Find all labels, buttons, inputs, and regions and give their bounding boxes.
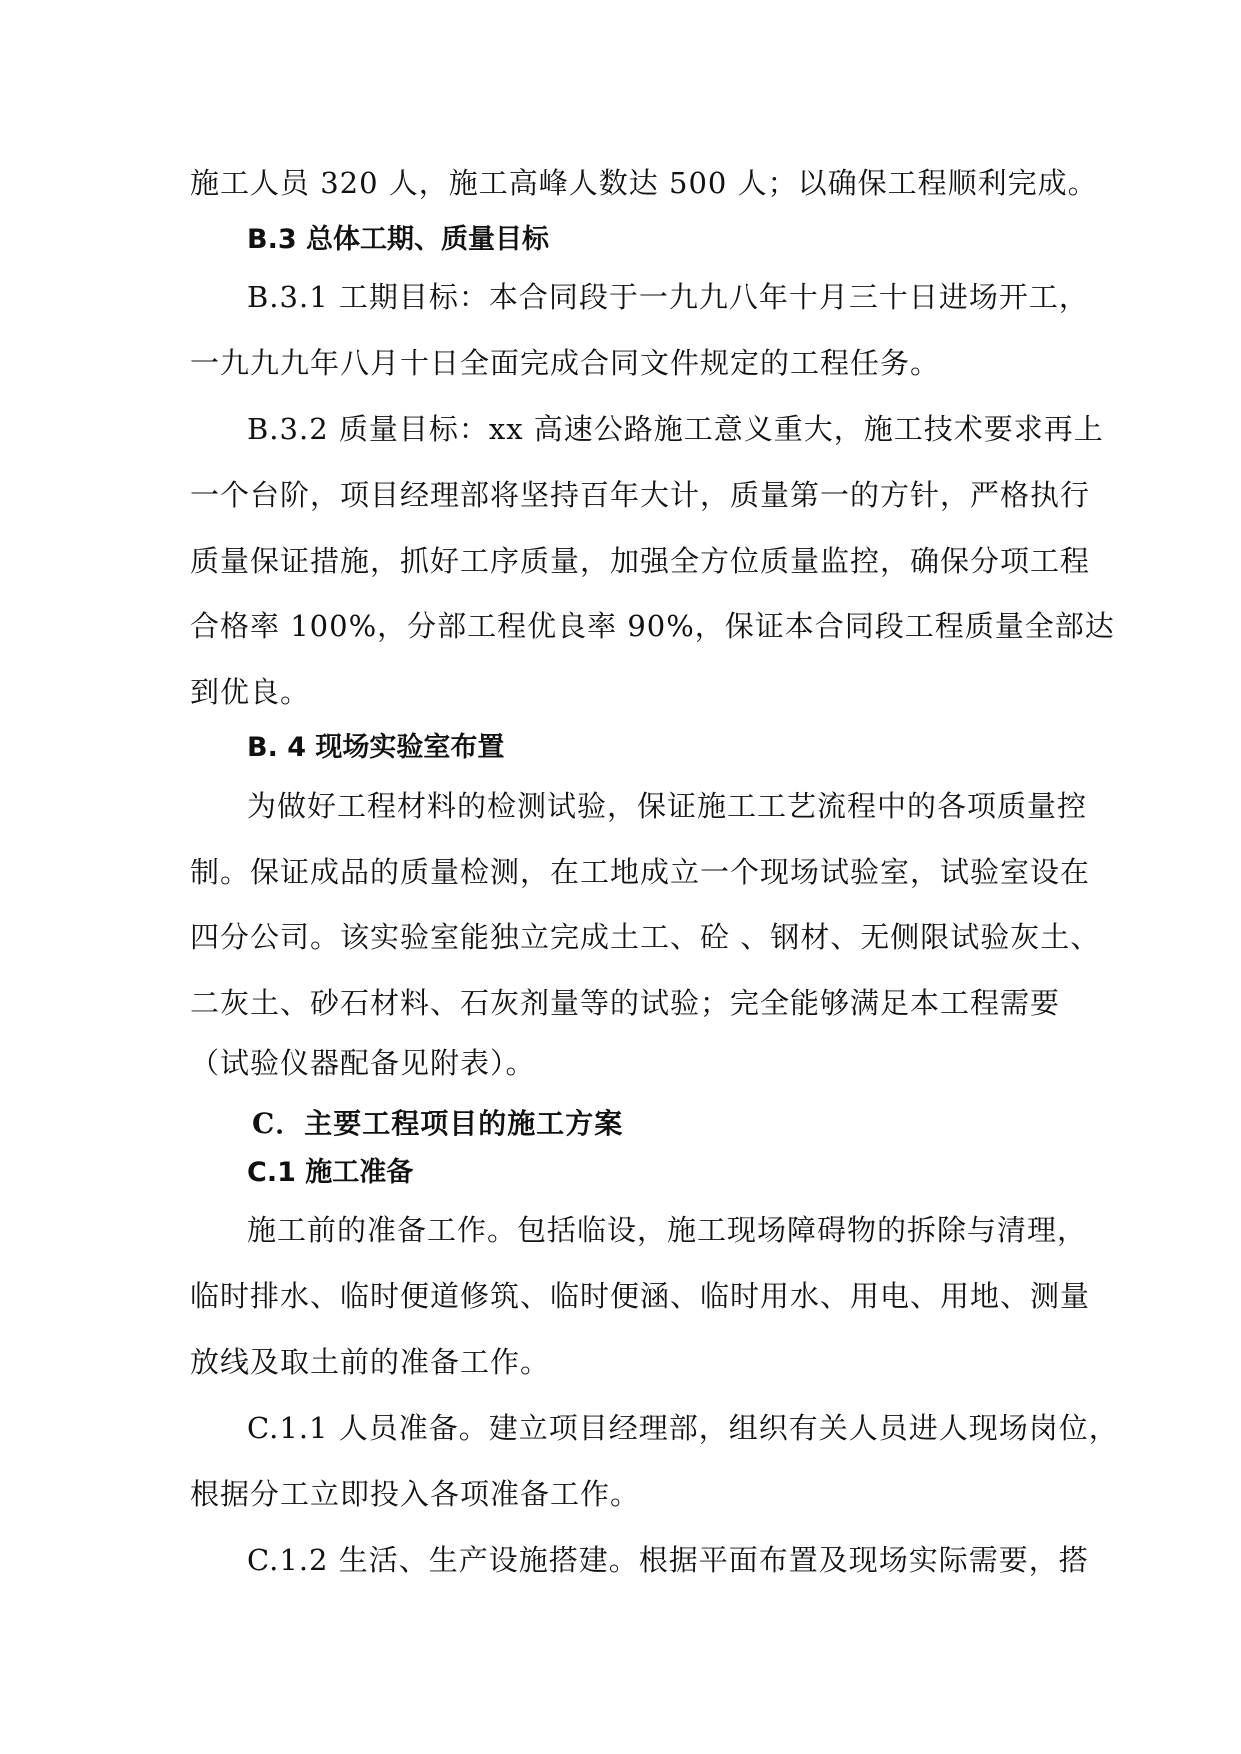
body-text-line: B.3.2 质量目标：xx 高速公路施工意义重大，施工技术要求再上	[247, 412, 1104, 446]
body-text-line: 二灰土、砂石材料、石灰剂量等的试验；完全能够满足本工程需要	[190, 986, 1061, 1020]
body-text-line: 为做好工程材料的检测试验，保证施工工艺流程中的各项质量控	[247, 789, 1088, 823]
body-text-line: 合格率 100%，分部工程优良率 90%，保证本合同段工程质量全部达	[190, 609, 1115, 643]
body-text-line: 到优良。	[190, 675, 311, 709]
body-text-line: C.1.1 人员准备。建立项目经理部，组织有关人员进人现场岗位，	[247, 1411, 1119, 1445]
body-text-line: 一个台阶，项目经理部将坚持百年大计，质量第一的方针，严格执行	[190, 478, 1091, 512]
section-heading-c: C．主要工程项目的施工方案	[252, 1107, 624, 1140]
body-text-line: B.3.1 工期目标：本合同段于一九九八年十月三十日进场开工，	[247, 280, 1089, 314]
section-heading-b3: B.3 总体工期、质量目标	[247, 224, 550, 255]
body-text-line: 临时排水、临时便道修筑、临时便涵、临时用水、用电、用地、测量	[190, 1279, 1091, 1313]
body-text-line: （试验仪器配备见附表）。	[190, 1046, 536, 1080]
section-heading-b4: B. 4 现场实验室布置	[247, 732, 505, 763]
body-text-line: 四分公司。该实验室能独立完成土工、砼 、钢材、无侧限试验灰土、	[190, 920, 1101, 954]
body-text-line: 质量保证措施，抓好工序质量，加强全方位质量监控，确保分项工程	[190, 544, 1091, 578]
body-text-line: 施工人员 320 人，施工高峰人数达 500 人；以确保工程顺利完成。	[190, 166, 1098, 200]
body-text-line: 施工前的准备工作。包括临设，施工现场障碍物的拆除与清理，	[247, 1213, 1088, 1247]
body-text-line: 一九九九年八月十日全面完成合同文件规定的工程任务。	[190, 346, 941, 380]
body-text-line: 制。保证成品的质量检测，在工地成立一个现场试验室，试验室设在	[190, 855, 1091, 889]
body-text-line: 放线及取土前的准备工作。	[190, 1345, 551, 1379]
body-text-line: 根据分工立即投入各项准备工作。	[190, 1477, 641, 1511]
section-heading-c1: C.1 施工准备	[247, 1157, 414, 1188]
body-text-line: C.1.2 生活、生产设施搭建。根据平面布置及现场实际需要，搭	[247, 1543, 1089, 1577]
